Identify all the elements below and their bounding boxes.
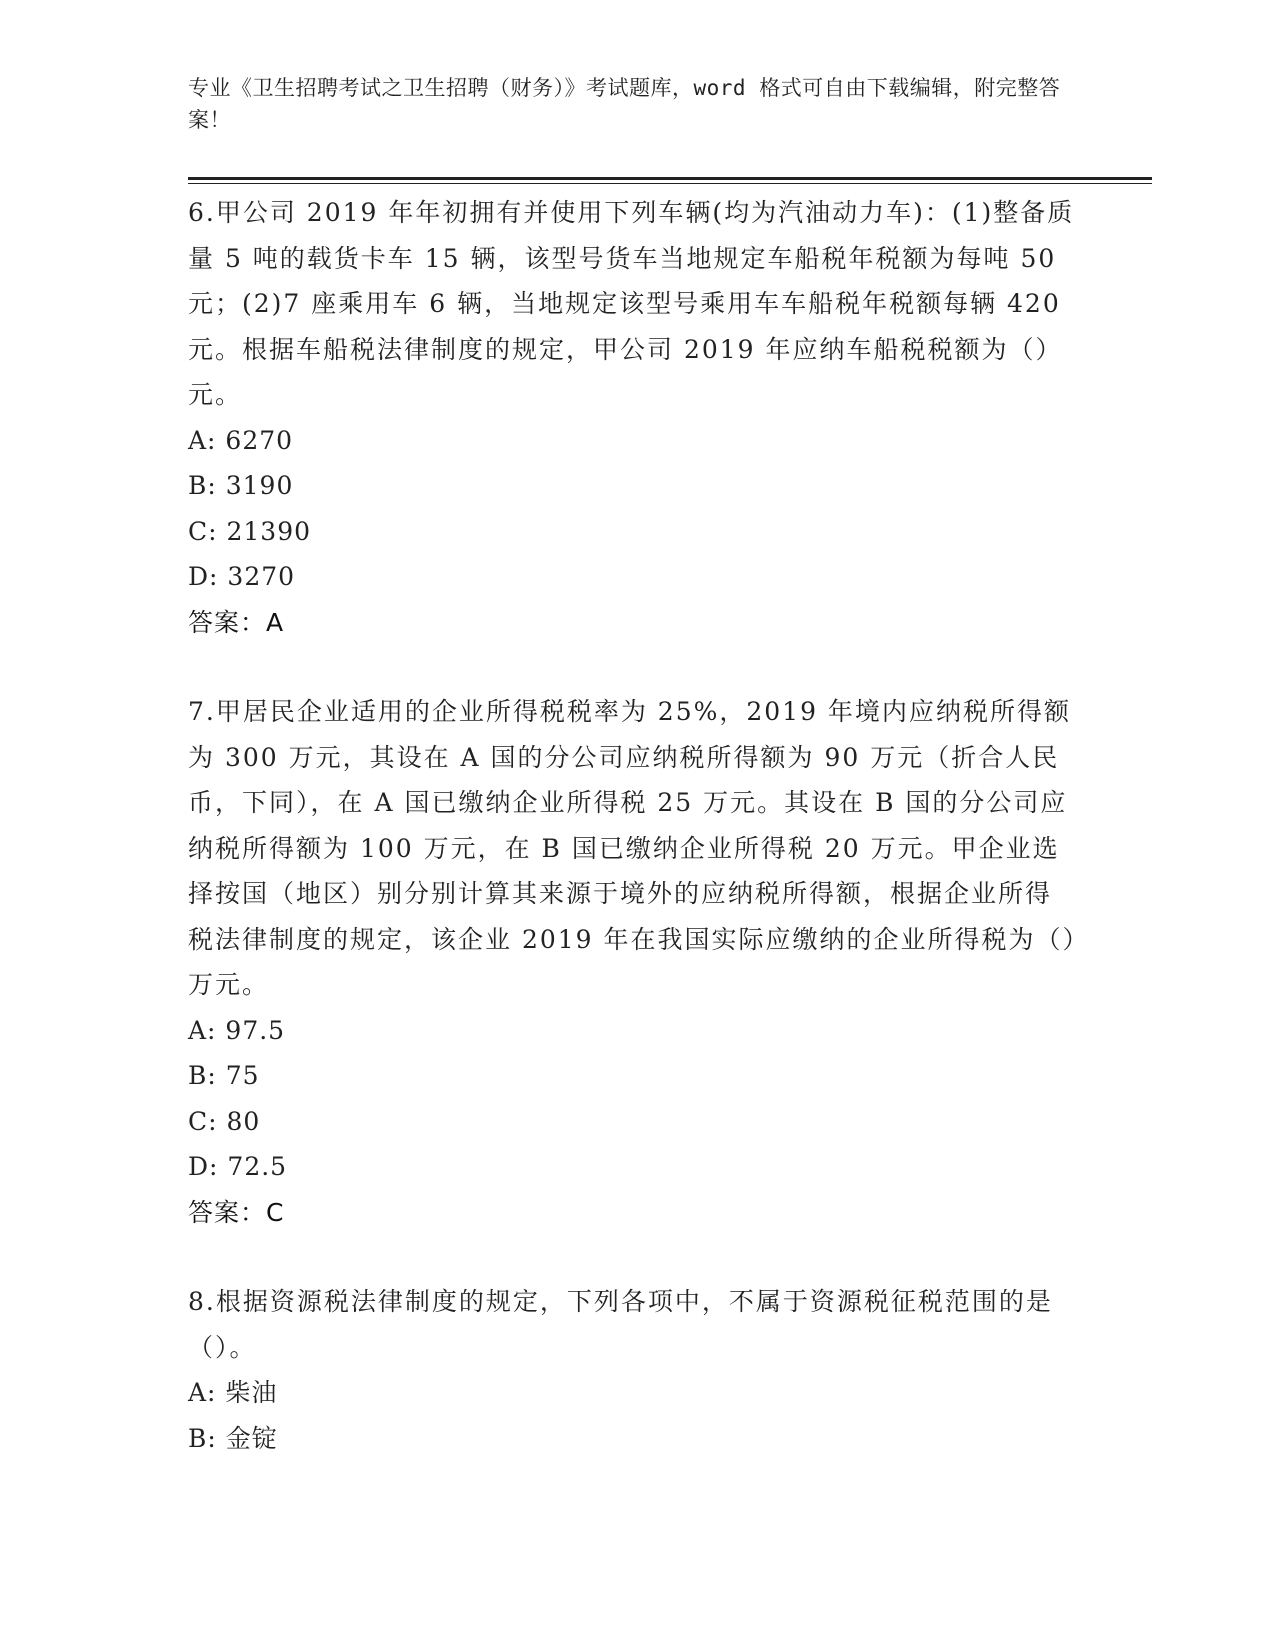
option-b: B: 金锭 <box>188 1423 278 1453</box>
option-d: D: 3270 <box>188 562 296 591</box>
page-header: 专业《卫生招聘考试之卫生招聘（财务）》考试题库，word 格式可自由下载编辑，附完整答案！ <box>188 76 1061 132</box>
option-a: A: 6270 <box>188 425 294 455</box>
option-b: B: 75 <box>188 1061 260 1090</box>
header-rule-thin <box>188 183 1152 184</box>
question-8 <box>188 1279 1088 1461</box>
option-c: C: 21390 <box>188 516 312 546</box>
option-a: A: 97.5 <box>188 1015 286 1045</box>
question-7 <box>188 689 1088 1235</box>
question-6 <box>188 190 1088 645</box>
answer-label: 答案：A <box>188 607 285 637</box>
answer-label: 答案：C <box>188 1197 285 1227</box>
option-b: B: 3190 <box>188 471 294 500</box>
option-a: A: 柴油 <box>188 1378 278 1407</box>
option-d: D: 72.5 <box>188 1152 288 1181</box>
question-text: 8.根据资源税法律制度的规定，下列各项中，不属于资源税征税范围的是（）。 <box>188 1287 1053 1362</box>
question-text: 7.甲居民企业适用的企业所得税税率为 25%，2019 年境内应纳税所得额为 300 万元，其设在 A 国的分公司应纳税所得额为 90 万元（折合人民币，下同），在 A 国已缴纳企业所得税 25 万元。其设在 B 国的分公司应纳税所得额为 100 万元，在 B 国已缴纳企业所得税 20 万元。甲企业选择按国（地区）别分别计算其来源于境外的应纳税所得额，根据企业所得税法律制度的规定，该企业 2019 年在我国实际应缴纳的企业所得税为（）万元。 <box>188 697 1078 999</box>
question-list <box>188 190 1088 1505</box>
header-rule-thick <box>188 177 1152 180</box>
option-c: C: 80 <box>188 1106 261 1136</box>
question-text: 6.甲公司 2019 年年初拥有并使用下列车辆(均为汽油动力车)：(1)整备质量 5 吨的载货卡车 15 辆，该型号货车当地规定车船税年税额为每吨 50 元；(2)7 座乘用车 6 辆，当地规定该型号乘用车车船税年税额每辆 420 元。根据车船税法律制度的规定，甲公司 2019 年应纳车船税税额为（）元。 <box>188 198 1075 409</box>
